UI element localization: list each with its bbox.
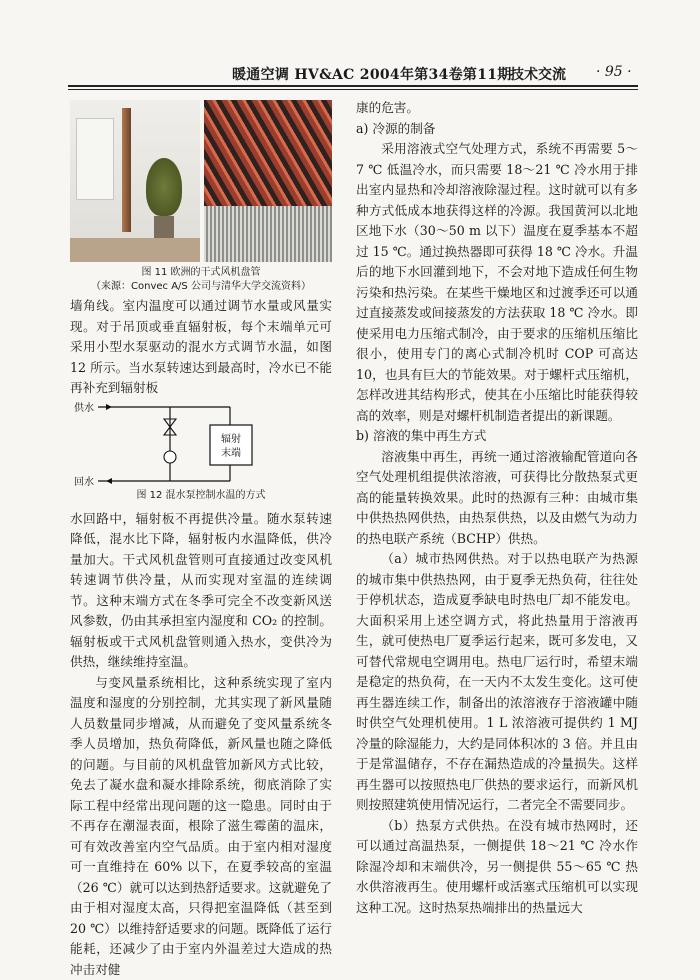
figure-11-title: 图 11 欧洲的干式风机盘管 [70, 266, 332, 280]
right-paragraph-4: （a）城市热网供热。对于以热电联产为热源的城市集中供热热网，由于夏季无热负荷，往往处于停机状态，造成夏季缺电时热电厂却不能发电。大面积采用上述空调方式，将此热量用于溶液再生，就可使热电厂夏季运行起来，既可多发电，又可替代常规电空调用电。热电厂运行时，希望末端是稳定的热负荷，在一天内不太发生变化。这可使再生器连续工作，制备出的浓溶液存于溶液罐中随时供空气处理机使用。1 L 浓溶液可提供约 1 MJ 冷量的除湿能力，大约是同体积冰的 3 倍。并且由于是常温储存，不存在漏热造成的冷量损失。这样再生器可以按照热电厂供热的要求运行，而新风机则按照建筑使用情况运行，二者完全不需要同步。 [356, 549, 638, 816]
figure-11-photo [70, 100, 332, 262]
return-line [98, 478, 230, 484]
figure-11-source: （来源：Convec A/S 公司与清华大学交流资料） [70, 280, 332, 294]
supply-label: 供水 [74, 401, 94, 414]
left-paragraph-1: 墙角线。室内温度可以通过调节水量或风量实现。对于吊顶或垂直辐射板，每个末端单元可采用小型水泵驱动的混水方式调节水温，如图 12 所示。当水泵转速达到最高时，冷水已不能再补充到辐射板 [70, 296, 332, 399]
header-rule-thick [68, 85, 638, 87]
section-heading-b: b) 溶液的集中再生方式 [356, 426, 638, 447]
pump-icon [164, 451, 176, 463]
floor-shape [70, 238, 200, 262]
left-paragraph-2: 水回路中，辐射板不再提供冷量。随水泵转速降低，混水比下降，辐射板内水温降低，供冷量加大。干式风机盘管则可直接通过改变风机转速调节供冷量，从而实现对室温的连续调节。这种末端方式在冬季可完全不改变新风送风参数，仍由其承担室内湿度和 CO₂ 的控制。辐射板或干式风机盘管则通入热水，变供冷为供热，继续维持室温。 [70, 509, 332, 673]
right-paragraph-5: （b）热泵方式供热。在没有城市热网时，还可以通过高温热泵，一侧提供 18～21 ℃ 冷水作除湿冷却和末端供冷，另一侧提供 55～65 ℃ 热水供溶液再生。使用螺杆或活塞式压缩机可以实现这种工况。这时热泵热端排出的热量远大 [356, 816, 638, 919]
left-column [70, 98, 332, 980]
figure-11-caption [70, 266, 332, 294]
figure-12-caption: 图 12 混水泵控制水温的方式 [70, 489, 332, 503]
running-header [0, 58, 700, 88]
fin-closeup [204, 206, 332, 262]
header-rule-thin [68, 89, 638, 90]
section-name: 技术交流 [510, 64, 566, 84]
journal-title: 暖通空调 HV&AC 2004年第34卷第11期 [232, 64, 512, 84]
figure-12-diagram [70, 401, 332, 487]
terminal-label-line1: 辐射 [221, 432, 241, 445]
left-paragraph-3: 与变风量系统相比，这种系统实现了室内温度和湿度的分别控制，尤其实现了新风量随人员数量同步增减，从而避免了变风量系统冬季人员增加，热负荷降低，新风量也随之降低的问题。与目前的风机盘管加新风方式比较，免去了凝水盘和凝水排除系统，彻底消除了实际工程中经常出现问题的这一隐患。同时由于不再存在潮湿表面，根除了滋生霉菌的温床，可有效改善室内空气品质。由于室内相对湿度可一直维持在 60% 以下，在夏季较高的室温（26 ℃）就可以达到热舒适要求。这就避免了由于相对湿度太高，只得把室温降低（甚至到 20 ℃）以维持舒适要求的问题。既降低了运行能耗，还减少了由于室内外温差过大造成的热冲击对健 [70, 673, 332, 980]
plant-pot [154, 216, 174, 240]
page-number: · 95 · [596, 64, 632, 80]
window-shape [76, 118, 114, 200]
return-label: 回水 [74, 475, 94, 487]
right-column [356, 98, 638, 918]
right-paragraph-2: 采用溶液式空气处理方式，系统不再需要 5～7 ℃ 低温冷水，而只需要 18～21 ℃ 冷水用于排出室内显热和冷却溶液除湿过程。这时就可以有多种方式低成本地获得这样的冷源。我国黄河以北地区地下水（30～50 m 以下）温度在夏季基本不超过 15 ℃。通过换热器即可获得 18 ℃ 冷水。升温后的地下水回灌到地下，不会对地下造成任何生物污染和热污染。在某些干燥地区和过渡季还可以通过直接蒸发或间接蒸发的方法获取 18 ℃ 冷水。即使采用电力压缩式制冷，由于要求的压缩机压缩比很小，使用专门的离心式制冷机时 COP 可高达 10，也具有巨大的节能效果。对于螺杆式压缩机，怎样改进其结构形式，使其在小压缩比时能获得较高的效率，则是对螺杆机制造者提出的新课题。 [356, 139, 638, 426]
plant-shape [146, 158, 182, 216]
radiant-terminal-box [210, 425, 252, 465]
supply-line [98, 404, 230, 410]
right-paragraph-3: 溶液集中再生，再统一通过溶液输配管道向各空气处理机组提供浓溶液，可获得比分散热泵式更高的能量转换效果。此时的热源有三种：由城市集中供热热网供热，由热泵供热，以及由燃气为动力的热电联产系统（BCHP）供热。 [356, 447, 638, 550]
terminal-label-line2: 末端 [221, 446, 241, 459]
section-heading-a: a) 冷源的制备 [356, 119, 638, 140]
radiator-unit [122, 108, 131, 232]
right-paragraph-1: 康的危害。 [356, 98, 638, 119]
